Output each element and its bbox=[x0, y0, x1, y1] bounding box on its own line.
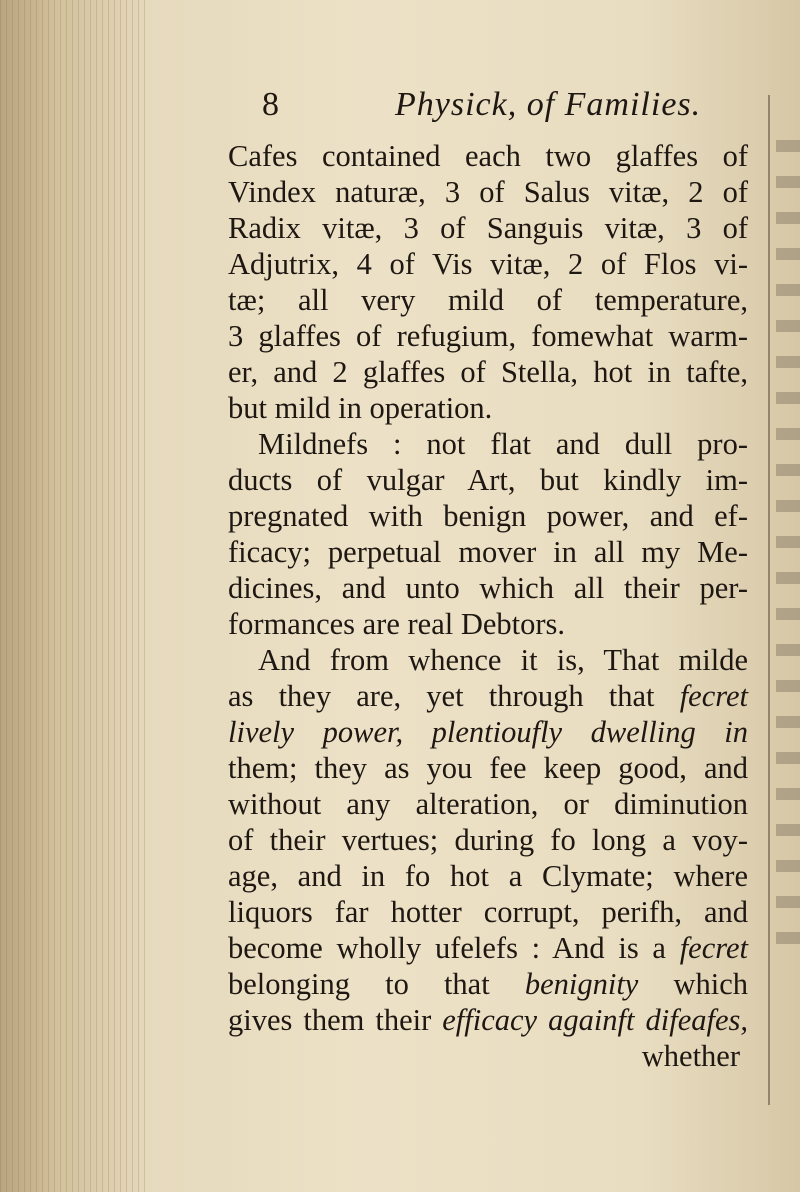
text-line: Cafes contained each two glaffes of bbox=[228, 139, 748, 173]
page-header bbox=[150, 80, 770, 130]
italic-fragment: efficacy againft difeafes, bbox=[442, 1003, 748, 1037]
text-line: And from whence it is, That milde bbox=[258, 643, 748, 677]
body-text bbox=[228, 138, 748, 1074]
text-fragment: belonging to that bbox=[228, 967, 490, 1001]
text-line: but mild in operation. bbox=[228, 391, 493, 425]
page bbox=[150, 80, 770, 1120]
text-line: them; they as you fee keep good, and bbox=[228, 751, 748, 785]
text-line bbox=[228, 966, 748, 1002]
text-line: lively power, plentioufly dwelling in bbox=[228, 715, 748, 749]
text-line: of their vertues; during fo long a voy- bbox=[228, 823, 748, 857]
text-line: ducts of vulgar Art, but kindly im- bbox=[228, 463, 748, 497]
italic-fragment: benignity bbox=[524, 967, 639, 1001]
text-line: tæ; all very mild of temperature, bbox=[228, 283, 748, 317]
text-fragment: become wholly ufelefs : And is a bbox=[228, 931, 666, 965]
text-line: liquors far hotter corrupt, perifh, and bbox=[228, 895, 748, 929]
running-head: Physick, of Families. bbox=[395, 86, 702, 123]
text-line: 3 glaffes of refugium, fomewhat warm- bbox=[228, 319, 748, 353]
italic-fragment: fecret bbox=[679, 931, 749, 965]
text-line: without any alteration, or diminution bbox=[228, 787, 748, 821]
text-line: age, and in fo hot a Clymate; where bbox=[228, 859, 748, 893]
text-line bbox=[228, 930, 748, 966]
text-line bbox=[228, 678, 748, 714]
catchword: whether bbox=[641, 1039, 740, 1073]
italic-fragment: fecret bbox=[679, 679, 748, 713]
text-line: Mildnefs : not flat and dull pro- bbox=[258, 427, 748, 461]
facing-page-bleed bbox=[776, 140, 800, 960]
text-line: Adjutrix, 4 of Vis vitæ, 2 of Flos vi- bbox=[228, 247, 748, 281]
text-fragment: which bbox=[673, 967, 748, 1001]
page-edge-line bbox=[768, 95, 770, 1105]
text-line: formances are real Debtors. bbox=[228, 607, 566, 641]
text-line: er, and 2 glaffes of Stella, hot in tafte, bbox=[228, 355, 748, 389]
text-line: Vindex naturæ, 3 of Salus vitæ, 2 of bbox=[228, 175, 748, 209]
page-number: 8 bbox=[262, 86, 279, 123]
text-line: dicines, and unto which all their per- bbox=[228, 571, 748, 605]
text-line bbox=[228, 1002, 748, 1038]
text-fragment: as they are, yet through that bbox=[228, 679, 655, 713]
text-fragment: gives them their bbox=[228, 1003, 432, 1037]
text-line: pregnated with benign power, and ef- bbox=[228, 499, 748, 533]
text-line: Radix vitæ, 3 of Sanguis vitæ, 3 of bbox=[228, 211, 748, 245]
text-line: ficacy; perpetual mover in all my Me- bbox=[228, 535, 748, 569]
book-gutter-edge bbox=[0, 0, 150, 1192]
